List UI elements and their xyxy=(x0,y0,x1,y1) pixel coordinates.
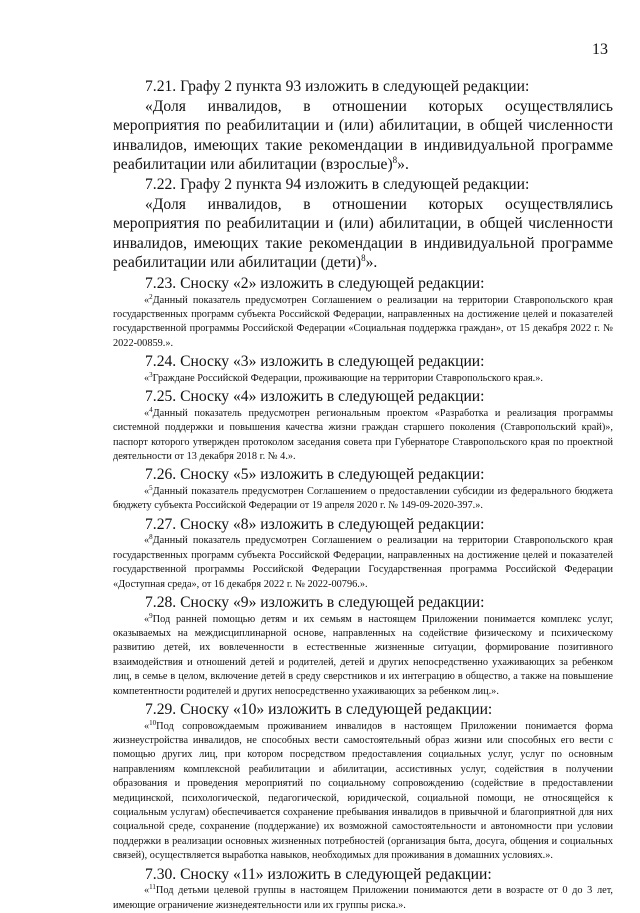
footnote-10-text: «$^{10}$Под сопровождаемым проживанием инвалидов в настоящем Приложении понимается форма жизнеустройства инвалидов, не способных вести самостоятельный образ жизни или способных его вести с помощью других лиц, при котором посредством предоставления социальных услуг, услуг по основным направлениям комплексной реабилитации и абилитации, ассистивных услуг, содействия в получении образования и проведения мероприятий по социальному сопровождению (содействие в предоставлении медицинской, психологической, педагогической, юридической, социальной помощи, не относящейся к социальным услугам) обеспечивается сохранение пребывания инвалидов в привычной и благоприятной для них социальной среде, сохранение (поддержание) их возможной самостоятельности и автономности при условии поддержки в реализации основных жизненных потребностей (организация быта, досуга, общения и социальных связей), осуществляется выработка навыков, необходимых для проживания в домашних условиях.». xyxy=(113,718,613,862)
footnote-4-text: «$^4$Данный показатель предусмотрен региональным проектом «Разработка и реализация программы системной поддержки и повышения качества жизни граждан старшего поколения (Ставропольский край)», паспорт которого утвержден протоколом заседания совета при Губернаторе Ставропольского края по проектной деятельности от 13 декабря 2018 г. № 4.». xyxy=(113,405,613,462)
page-number: 13 xyxy=(592,41,608,58)
footnote-11-text: «$^{11}$Под детьми целевой группы в настоящем Приложении понимаются дети в возрасте от 0 до 3 лет, имеющие ограничение жизнедеятельности или их группы риска.». xyxy=(113,883,613,911)
section-7-22-text: «Доля инвалидов, в отношении которых осуществлялись мероприятия по реабилитации и (или) абилитации, в общей численности инвалидов, имеющих такие рекомендации в индивидуальной программе реабилитации или абилитации (дети)$^8$». xyxy=(113,195,613,272)
document-body xyxy=(113,77,613,913)
footnote-3-text: «$^3$Граждане Российской Федерации, проживающие на территории Ставропольского края.». xyxy=(144,370,543,384)
footnote-9-text: «$^9$Под ранней помощью детям и их семьям в настоящем Приложении понимается комплекс услуг, оказываемых на междисциплинарной основе, направленных на содействие физическому и психическому развитию детей, их вовлеченности в естественные жизненные ситуации, формирование позитивного взаимодействия и отношений детей и родителей, детей и других непосредственно ухаживающих за ребенком лиц, в семье в целом, включение детей в среду сверстников и их интеграцию в общество, а также на повышение компетентности родителей и других непосредственно ухаживающих за ребенком лиц.». xyxy=(113,611,613,697)
footnote-2-text: «$^2$Данный показатель предусмотрен Соглашением о реализации на территории Ставропольского края государственных программ субъекта Российской Федерации, направленных на достижение целей и показателей государственной программы Российской Федерации «Социальная поддержка граждан», от 15 декабря 2022 г. № 2022-00859.». xyxy=(113,292,613,349)
section-7-23-heading: 7.23. Сноску «2» изложить в следующей редакции: xyxy=(145,274,485,292)
section-7-24-heading: 7.24. Сноску «3» изложить в следующей редакции: xyxy=(145,353,485,371)
footnote-5-text: «$^5$Данный показатель предусмотрен Соглашением о предоставлении субсидии из федерального бюджета бюджету субъекта Российской Федерации от 19 апреля 2020 г. № 149-09-2020-397.». xyxy=(113,483,613,512)
section-7-26-heading: 7.26. Сноску «5» изложить в следующей редакции: xyxy=(145,466,485,484)
section-7-21-text: «Доля инвалидов, в отношении которых осуществлялись мероприятия по реабилитации и (или) абилитации, в общей численности инвалидов, имеющих такие рекомендации в индивидуальной программе реабилитации или абилитации (взрослые)$^8$». xyxy=(113,97,613,174)
section-7-29-heading: 7.29. Сноску «10» изложить в следующей редакции: xyxy=(145,701,493,719)
section-7-21-heading: 7.21. Графу 2 пункта 93 изложить в следующей редакции: xyxy=(145,78,530,95)
section-7-28-heading: 7.28. Сноску «9» изложить в следующей редакции: xyxy=(145,594,485,611)
section-7-30-heading: 7.30. Сноску «11» изложить в следующей редакции: xyxy=(145,865,492,883)
footnote-8-text: «$^8$Данный показатель предусмотрен Соглашением о реализации на территории Ставропольского края государственных программ субъекта Российской Федерации, направленных на достижение целей и показателей государственной программы Российской Федерации Государственная программа Российской Федерации «Доступная среда», от 16 декабря 2022 г. № 2022-00796.». xyxy=(113,533,613,590)
section-7-25-heading: 7.25. Сноску «4» изложить в следующей редакции: xyxy=(145,388,485,406)
section-7-27-heading: 7.27. Сноску «8» изложить в следующей редакции: xyxy=(145,515,485,533)
section-7-22-heading: 7.22. Графу 2 пункта 94 изложить в следующей редакции: xyxy=(145,175,530,193)
